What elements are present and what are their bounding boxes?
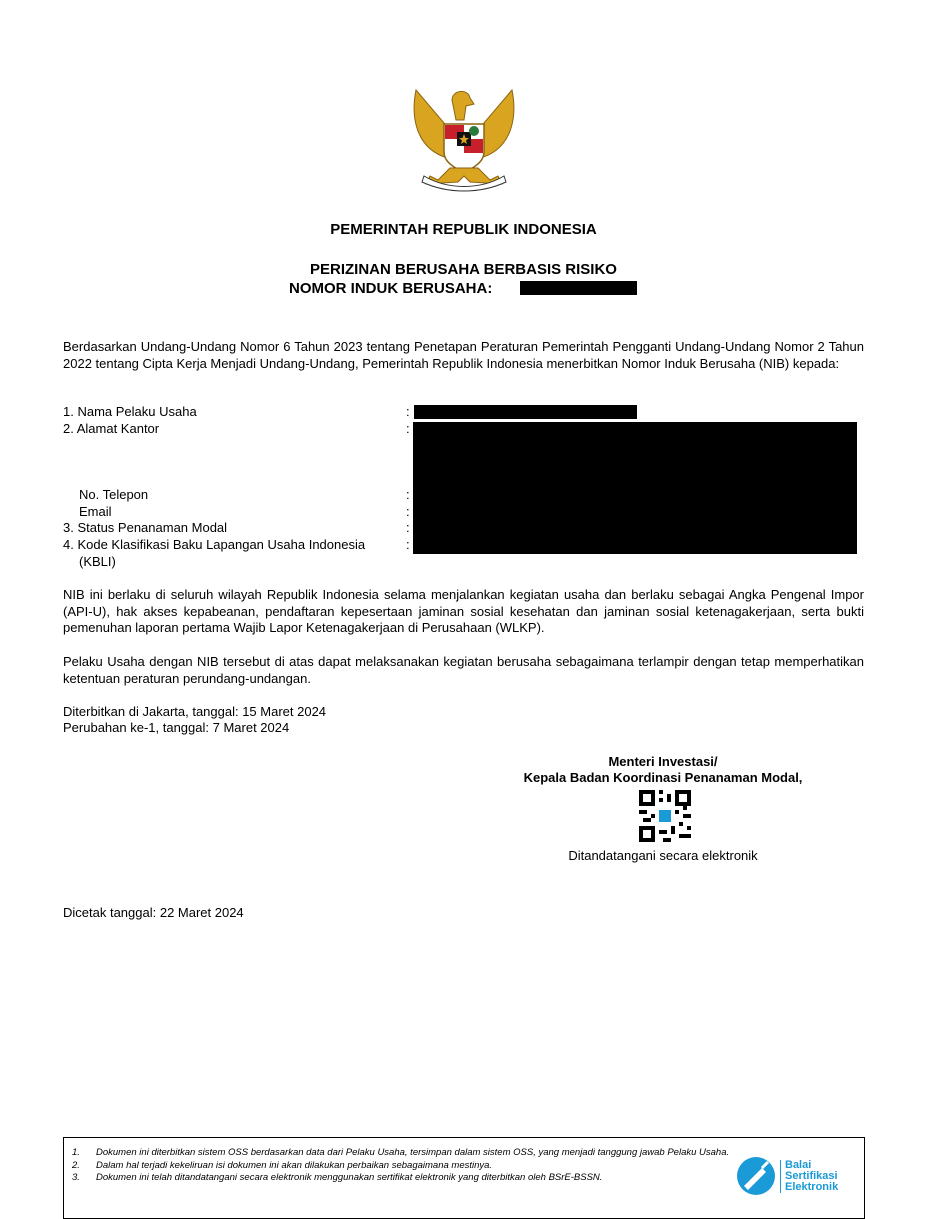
electronic-signature-note: Ditandatangani secara elektronik xyxy=(568,848,758,863)
document-title: PERIZINAN BERUSAHA BERBASIS RISIKO xyxy=(310,261,617,278)
field-email-label: Email xyxy=(79,504,112,519)
signatory-office: Kepala Badan Koordinasi Penanaman Modal, xyxy=(523,770,803,785)
issued-date: Diterbitkan di Jakarta, tanggal: 15 Maret 2024 xyxy=(63,704,327,719)
note-number: 3. xyxy=(72,1172,80,1183)
government-title: PEMERINTAH REPUBLIK INDONESIA xyxy=(330,221,597,238)
field-phone-label: No. Telepon xyxy=(79,487,149,502)
colon: : xyxy=(406,421,410,436)
field-kbli-label-cont: (KBLI) xyxy=(79,554,116,569)
note-number: 1. xyxy=(72,1147,80,1158)
qr-code xyxy=(639,790,691,842)
field-address-label: 2. Alamat Kantor xyxy=(63,421,160,436)
note-text: Dokumen ini telah ditandatangani secara elektronik menggunakan sertifikat elektronik yang diterbitkan oleh BSrE-BSSN. xyxy=(96,1172,603,1183)
permission-paragraph: Pelaku Usaha dengan NIB tersebut di atas dapat melaksanakan kegiatan berusaha sebagaimana terlampir dengan tetap memperhatikan ketentuan peraturan perundang-undangan. xyxy=(63,654,864,686)
footer-note xyxy=(72,1160,732,1173)
bse-logo-line: Sertifikasi xyxy=(785,1169,838,1182)
printed-date: Dicetak tanggal: 22 Maret 2024 xyxy=(63,905,244,920)
note-text: Dalam hal terjadi kekeliruan isi dokumen ini akan dilakukan perbaikan sebagaimana mestinya. xyxy=(96,1159,493,1171)
validity-paragraph: NIB ini berlaku di seluruh wilayah Republik Indonesia selama menjalankan kegiatan usaha dan berlaku sebagai Angka Pengenal Impor (API-U), hak akses kepabeanan, pendaftaran kepesertaan jaminan sosial kesehatan dan jaminan sosial ketenagakerjaan, serta bukti pemenuhan laporan pertama Wajib Lapor Ketenagakerjaan di Perusahaan (WLKP). xyxy=(63,587,864,635)
footer-disclaimer xyxy=(63,1137,865,1219)
nib-label: NOMOR INDUK BERUSAHA: xyxy=(289,280,493,297)
note-number: 2. xyxy=(72,1159,80,1171)
revision-date: Perubahan ke-1, tanggal: 7 Maret 2024 xyxy=(63,720,290,735)
colon: : xyxy=(406,520,410,535)
details-redacted xyxy=(413,422,857,554)
intro-paragraph: Berdasarkan Undang-Undang Nomor 6 Tahun 2023 tentang Penetapan Peraturan Pemerintah Pengganti Undang-Undang Nomor 2 Tahun 2022 tentang Cipta Kerja Menjadi Undang-Undang, Pemerintah Republik Indonesia menerbitkan Nomor Induk Berusaha (NIB) kepada: xyxy=(63,339,864,371)
colon: : xyxy=(406,404,410,419)
bse-logo xyxy=(736,1156,838,1196)
footer-note xyxy=(72,1147,732,1160)
bse-pen-icon xyxy=(736,1156,776,1196)
signatory-title: Menteri Investasi/ xyxy=(608,754,718,769)
colon: : xyxy=(406,537,410,552)
business-name-redacted xyxy=(414,405,637,419)
garuda-emblem xyxy=(408,80,520,192)
colon: : xyxy=(406,504,410,519)
note-text: Dokumen ini diterbitkan sistem OSS berdasarkan data dari Pelaku Usaha, tersimpan dalam sistem OSS, yang menjadi tanggung jawab Pelaku Usaha. xyxy=(96,1147,730,1158)
field-investment-status-label: 3. Status Penanaman Modal xyxy=(63,520,228,535)
field-kbli-label: 4. Kode Klasifikasi Baku Lapangan Usaha Indonesia xyxy=(63,537,366,552)
colon: : xyxy=(406,487,410,502)
bse-logo-line: Balai xyxy=(785,1158,812,1171)
field-business-name-label: 1. Nama Pelaku Usaha xyxy=(63,404,197,419)
bse-logo-line: Elektronik xyxy=(785,1180,839,1193)
footer-note xyxy=(72,1172,732,1185)
nib-redacted xyxy=(520,281,637,295)
